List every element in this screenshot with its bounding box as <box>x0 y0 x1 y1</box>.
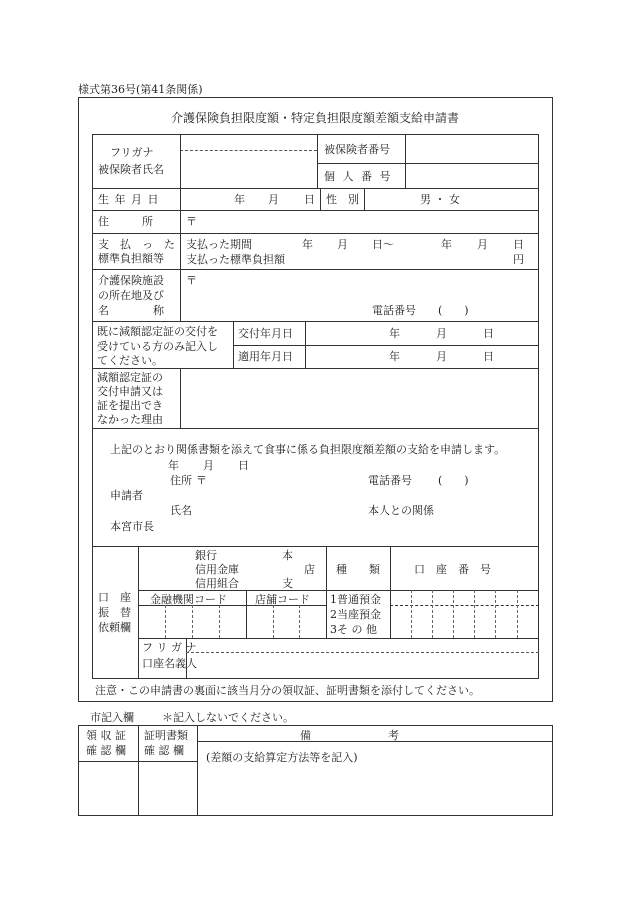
reason-line-4: なかった理由 <box>97 413 163 426</box>
receipt-check-2: 確 認 欄 <box>86 744 126 757</box>
form-number: 様式第36号(第41条関係) <box>78 83 203 96</box>
reason-line-1: 減額認定証の <box>97 371 163 384</box>
notice-text: 注意・この申請書の裏面に該当月分の領収証、証明書類を添付してください。 <box>95 684 480 697</box>
paid-amount-label: 支払った標準負担額 <box>186 253 285 266</box>
bank-furigana-label: フ リ ガ ナ <box>142 641 197 654</box>
personal-number-field[interactable] <box>406 164 538 187</box>
paid-period-label: 支払った期間 <box>186 238 252 251</box>
applicant-address-label: 住所 <box>170 474 192 487</box>
birth-label: 生 年 月 日 <box>98 193 160 206</box>
bank-section-2: 振 替 <box>98 606 131 619</box>
paid-label-1: 支 払 っ た <box>98 238 175 251</box>
insured-name-label: 被保険者氏名 <box>98 163 164 176</box>
address-field[interactable] <box>200 211 538 232</box>
birth-year: 年 <box>234 193 245 206</box>
facility-phone-parens: ( ) <box>438 304 469 317</box>
deposit-type-3[interactable]: 3そ の 他 <box>330 623 377 636</box>
remarks-note: (差額の支給算定方法等を記入) <box>206 751 358 764</box>
certificate-check-1: 証明書類 <box>144 729 188 742</box>
mayor-address: 本宮市長 <box>110 520 154 533</box>
remarks-header: 備 考 <box>300 729 399 742</box>
declaration-text: 上記のとおり関係書類を添えて食事に係る負担限度額差額の支給を申請します。 <box>110 443 506 456</box>
deposit-type-1[interactable]: 1普通預金 <box>330 593 381 606</box>
insured-number-field[interactable] <box>406 135 538 162</box>
applicant-postal-mark: 〒 <box>196 474 207 487</box>
bank-section-1: 口 座 <box>98 591 131 604</box>
account-holder-field[interactable] <box>187 639 538 678</box>
gender-label: 性 別 <box>326 193 359 206</box>
bank-section-3: 依頼欄 <box>98 621 131 634</box>
insured-number-label: 被保険者番号 <box>324 143 390 156</box>
branch-type-3[interactable]: 支 <box>282 577 293 590</box>
paid-day-from: 日〜 <box>372 238 394 251</box>
relation-label: 本人との関係 <box>368 504 434 517</box>
account-type-label: 種 類 <box>336 563 380 576</box>
branch-code-label: 店舗コード <box>255 593 310 606</box>
furigana-label: フリガナ <box>110 146 154 159</box>
bank-type-2[interactable]: 信用金庫 <box>195 563 239 576</box>
issue-month: 月 <box>436 327 447 340</box>
furigana-field[interactable] <box>181 135 316 149</box>
postal-mark: 〒 <box>186 215 197 228</box>
branch-type-1[interactable]: 本 <box>282 549 293 562</box>
bank-type-1[interactable]: 銀行 <box>195 549 217 562</box>
facility-label-1: 介護保険施設 <box>98 274 164 287</box>
deposit-type-2[interactable]: 2当座預金 <box>330 608 381 621</box>
insured-name-field[interactable] <box>181 152 316 187</box>
paid-year: 年 <box>302 238 313 251</box>
personal-number-label: 個 人 番 号 <box>324 170 393 183</box>
branch-type-2[interactable]: 店 <box>304 563 315 576</box>
address-label: 住 所 <box>98 215 153 228</box>
paid-year-2: 年 <box>441 238 452 251</box>
form-title: 介護保険負担限度額・特定負担限度額差額支給申請書 <box>170 111 459 125</box>
certificate-check-2: 確 認 欄 <box>144 744 184 757</box>
birth-day: 日 <box>304 193 315 206</box>
issue-day: 日 <box>483 327 494 340</box>
reason-line-2: 交付申請又は <box>97 385 163 398</box>
declaration-year: 年 <box>168 459 179 472</box>
facility-label-3: 名 称 <box>98 304 164 317</box>
certificate-note-3: てください。 <box>97 354 163 367</box>
certificate-note-1: 既に減額認定証の交付を <box>97 325 218 338</box>
city-section-note: ＊記入しないでください。 <box>162 711 294 724</box>
yen-unit: 円 <box>513 253 524 266</box>
paid-label-2: 標準負担額等 <box>98 252 164 265</box>
applicant-phone-label: 電話番号 <box>368 474 412 487</box>
reason-field[interactable] <box>181 369 538 427</box>
declaration-day: 日 <box>238 459 249 472</box>
paid-day-2: 日 <box>513 238 524 251</box>
reason-line-3: 証を提出でき <box>97 399 163 412</box>
bank-type-3[interactable]: 信用組合 <box>195 577 239 590</box>
applicant-label: 申請者 <box>110 489 143 502</box>
facility-postal-mark: 〒 <box>186 274 197 287</box>
issue-year: 年 <box>389 327 400 340</box>
city-section-title: 市記入欄 <box>90 711 134 724</box>
certificate-note-2: 受けている方のみ記入し <box>97 340 218 353</box>
applicant-phone-parens: ( ) <box>438 474 469 487</box>
paid-month-2: 月 <box>477 238 488 251</box>
institution-code-label: 金融機関コード <box>150 593 227 606</box>
facility-phone-label: 電話番号 <box>372 304 416 317</box>
account-number-label: 口 座 番 号 <box>414 563 491 576</box>
applicant-name-label: 氏名 <box>170 504 192 517</box>
gender-options[interactable]: 男 ・ 女 <box>420 193 460 206</box>
apply-year: 年 <box>389 350 400 363</box>
facility-label-2: の所在地及び <box>98 289 164 302</box>
apply-day: 日 <box>483 350 494 363</box>
apply-date-label: 適用年月日 <box>238 350 293 363</box>
declaration-month: 月 <box>203 459 214 472</box>
paid-month: 月 <box>337 238 348 251</box>
facility-field[interactable] <box>200 270 538 300</box>
apply-month: 月 <box>436 350 447 363</box>
receipt-check-1: 領 収 証 <box>86 729 126 742</box>
birth-month: 月 <box>268 193 279 206</box>
issue-date-label: 交付年月日 <box>238 327 293 340</box>
account-holder-label: 口座名義人 <box>142 657 197 670</box>
